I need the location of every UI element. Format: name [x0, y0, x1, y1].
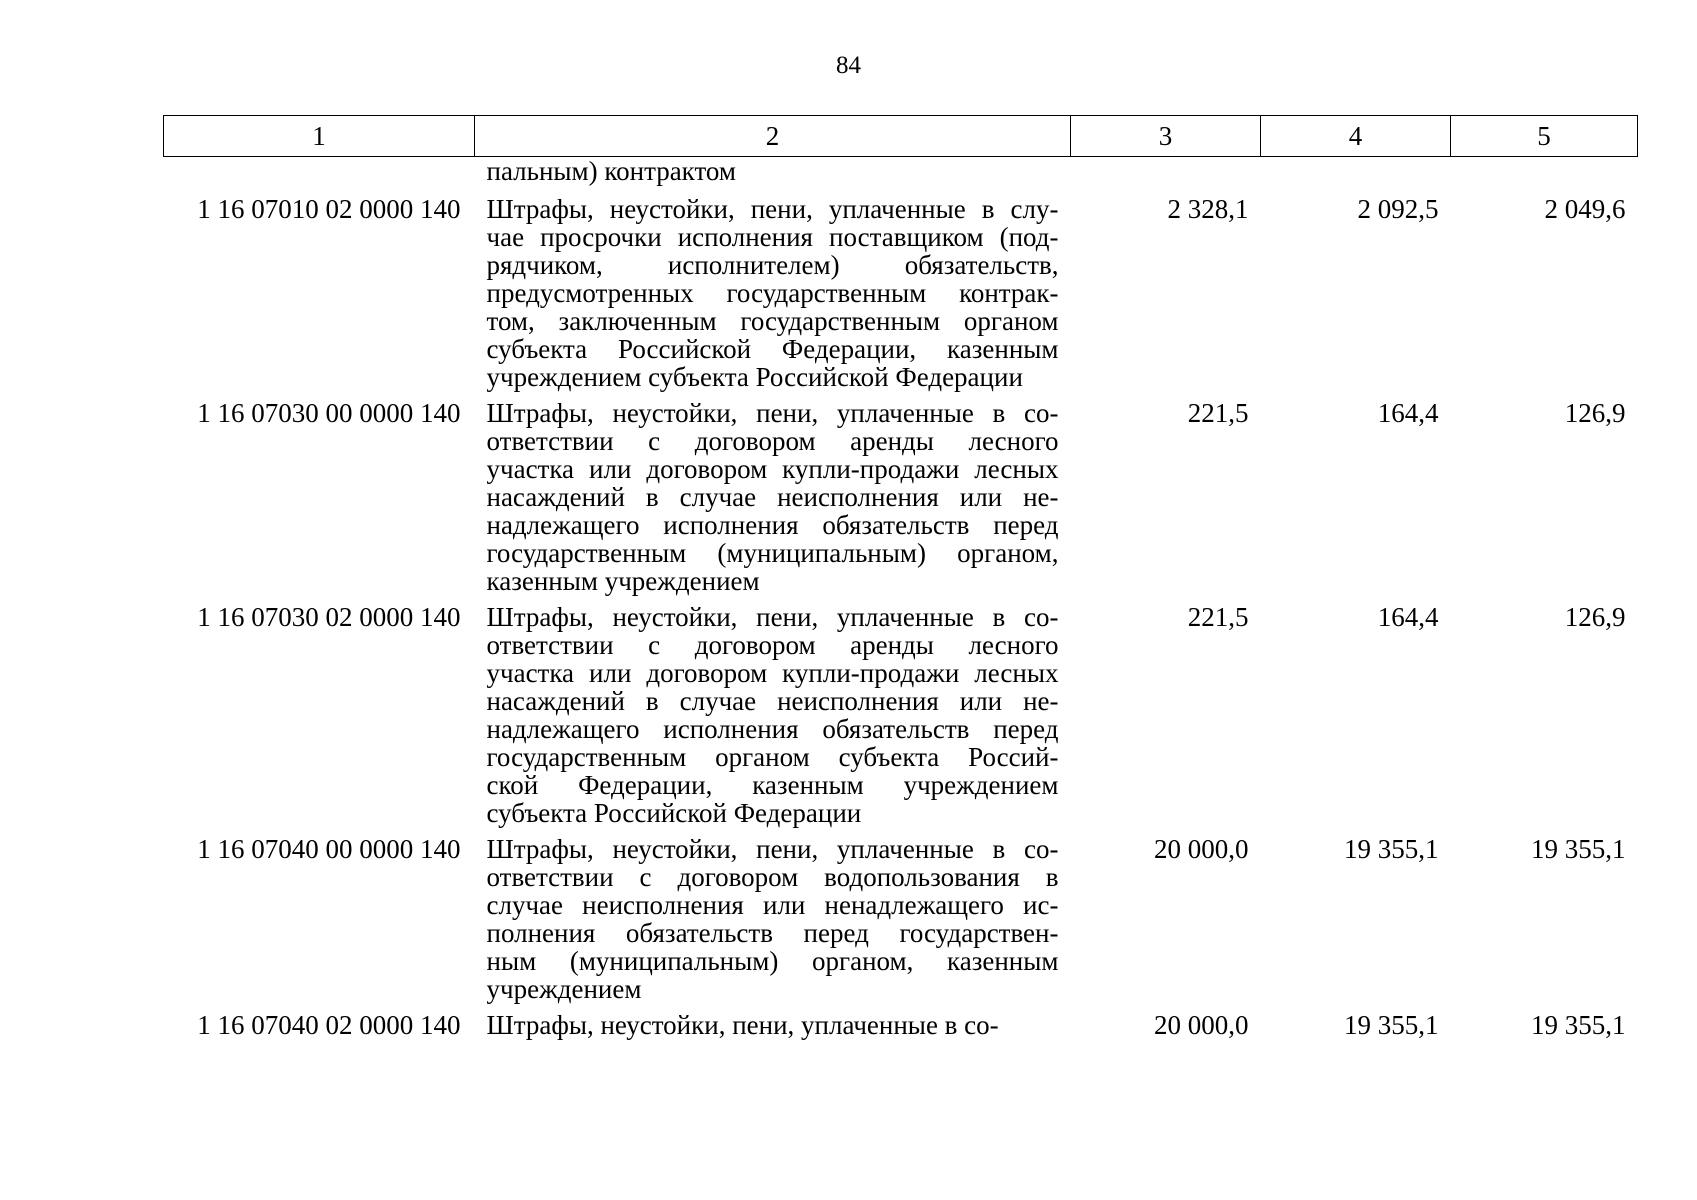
- row-value-col3: 2 328,1: [1167, 194, 1249, 224]
- row-name-line: том, заключенным государственным органом: [486, 306, 1059, 336]
- row-name-line: Штрафы, неустойки, пени, уплаченные в слу-: [486, 194, 1059, 224]
- header-col-2: 2: [475, 116, 1071, 157]
- row-name-line: участка или договором купли-продажи лесных: [486, 454, 1059, 484]
- row-name-line: Штрафы, неустойки, пени, уплаченные в со-: [486, 1010, 999, 1040]
- row-name-line: государственным (муниципальным) органом,: [486, 538, 1059, 568]
- row-value-col4: 19 355,1: [1344, 834, 1439, 864]
- row-name-line: насаждений в случае неисполнения или не-: [486, 686, 1059, 716]
- header-col-4: 4: [1261, 116, 1451, 157]
- header-col-1: 1: [164, 116, 475, 157]
- row-value-col3: 221,5: [1187, 398, 1249, 428]
- row-value-col5: 2 049,6: [1544, 194, 1626, 224]
- page-number: 84: [836, 52, 861, 79]
- row-name: [475, 1011, 1071, 1047]
- row-name-line: государственным органом субъекта Россий-: [486, 742, 1059, 772]
- row-name-line: ответствии с договором аренды лесного: [486, 630, 1059, 660]
- row-code: 1 16 07030 02 0000 140: [197, 602, 461, 632]
- row-name: [475, 195, 1071, 399]
- row-name-line: учреждением: [486, 974, 642, 1004]
- row-name-line: субъекта Российской Федерации: [486, 798, 862, 828]
- row-name-line: учреждением субъекта Российской Федерации: [486, 362, 1023, 392]
- row-code: 1 16 07040 00 0000 140: [197, 834, 461, 864]
- row-name-line: Штрафы, неустойки, пени, уплаченные в со-: [486, 602, 1059, 632]
- table-body: [164, 157, 1638, 1048]
- row-code: 1 16 07030 00 0000 140: [197, 398, 461, 428]
- row-name-line: случае неисполнения или ненадлежащего ис-: [486, 890, 1059, 920]
- table-row: [164, 399, 1638, 603]
- row-name-line: рядчиком, исполнителем) обязательств,: [486, 250, 1059, 280]
- row-name-line: надлежащего исполнения обязательств перед: [486, 714, 1059, 744]
- row-value-col3: 221,5: [1187, 602, 1249, 632]
- row-name-line: чае просрочки исполнения поставщиком (под-: [486, 222, 1059, 252]
- row-name-line: Штрафы, неустойки, пени, уплаченные в со-: [486, 398, 1059, 428]
- row-name: [475, 399, 1071, 603]
- row-value-col3: 20 000,0: [1154, 1010, 1249, 1040]
- row-value-col4: 164,4: [1377, 398, 1439, 428]
- table-row: [164, 603, 1638, 835]
- table-row: [164, 1011, 1638, 1047]
- row-code: 1 16 07010 02 0000 140: [197, 194, 461, 224]
- row-name: [475, 835, 1071, 1011]
- row-code: 1 16 07040 02 0000 140: [197, 1010, 461, 1040]
- row-value-col5: 126,9: [1564, 602, 1626, 632]
- row-value-col4: 2 092,5: [1357, 194, 1439, 224]
- budget-table: [163, 115, 1638, 1047]
- table-header: [164, 116, 1638, 157]
- row-value-col5: 126,9: [1564, 398, 1626, 428]
- row-value-col5: 19 355,1: [1531, 1010, 1626, 1040]
- row-value-col5: 19 355,1: [1531, 834, 1626, 864]
- row-value-col3: 20 000,0: [1154, 834, 1249, 864]
- header-col-3: 3: [1071, 116, 1261, 157]
- row-name-line: ской Федерации, казенным учреждением: [486, 770, 1059, 800]
- row-name-line: ответствии с договором водопользования в: [486, 862, 1059, 892]
- row-name-line: казенным учреждением: [486, 566, 760, 596]
- row-name-line: ответствии с договором аренды лесного: [486, 426, 1059, 456]
- table-row: [164, 195, 1638, 399]
- row-name-line: Штрафы, неустойки, пени, уплаченные в со-: [486, 834, 1059, 864]
- row-name-line: субъекта Российской Федерации, казенным: [486, 334, 1059, 364]
- header-col-5: 5: [1451, 116, 1638, 157]
- row-name-line: надлежащего исполнения обязательств перед: [486, 510, 1059, 540]
- row-value-col4: 19 355,1: [1344, 1010, 1439, 1040]
- row-name-line: насаждений в случае неисполнения или не-: [486, 482, 1059, 512]
- continuation-text: пальным) контрактом: [486, 156, 736, 186]
- row-name: [475, 603, 1071, 835]
- row-name-line: полнения обязательств перед государствен-: [486, 918, 1059, 948]
- table-row: [164, 835, 1638, 1011]
- row-name-line: участка или договором купли-продажи лесных: [486, 658, 1059, 688]
- header-row: [164, 116, 1638, 157]
- row-value-col4: 164,4: [1377, 602, 1439, 632]
- continuation-row: [164, 157, 1638, 196]
- row-name-line: предусмотренных государственным контрак-: [486, 278, 1059, 308]
- row-name-line: ным (муниципальным) органом, казенным: [486, 946, 1059, 976]
